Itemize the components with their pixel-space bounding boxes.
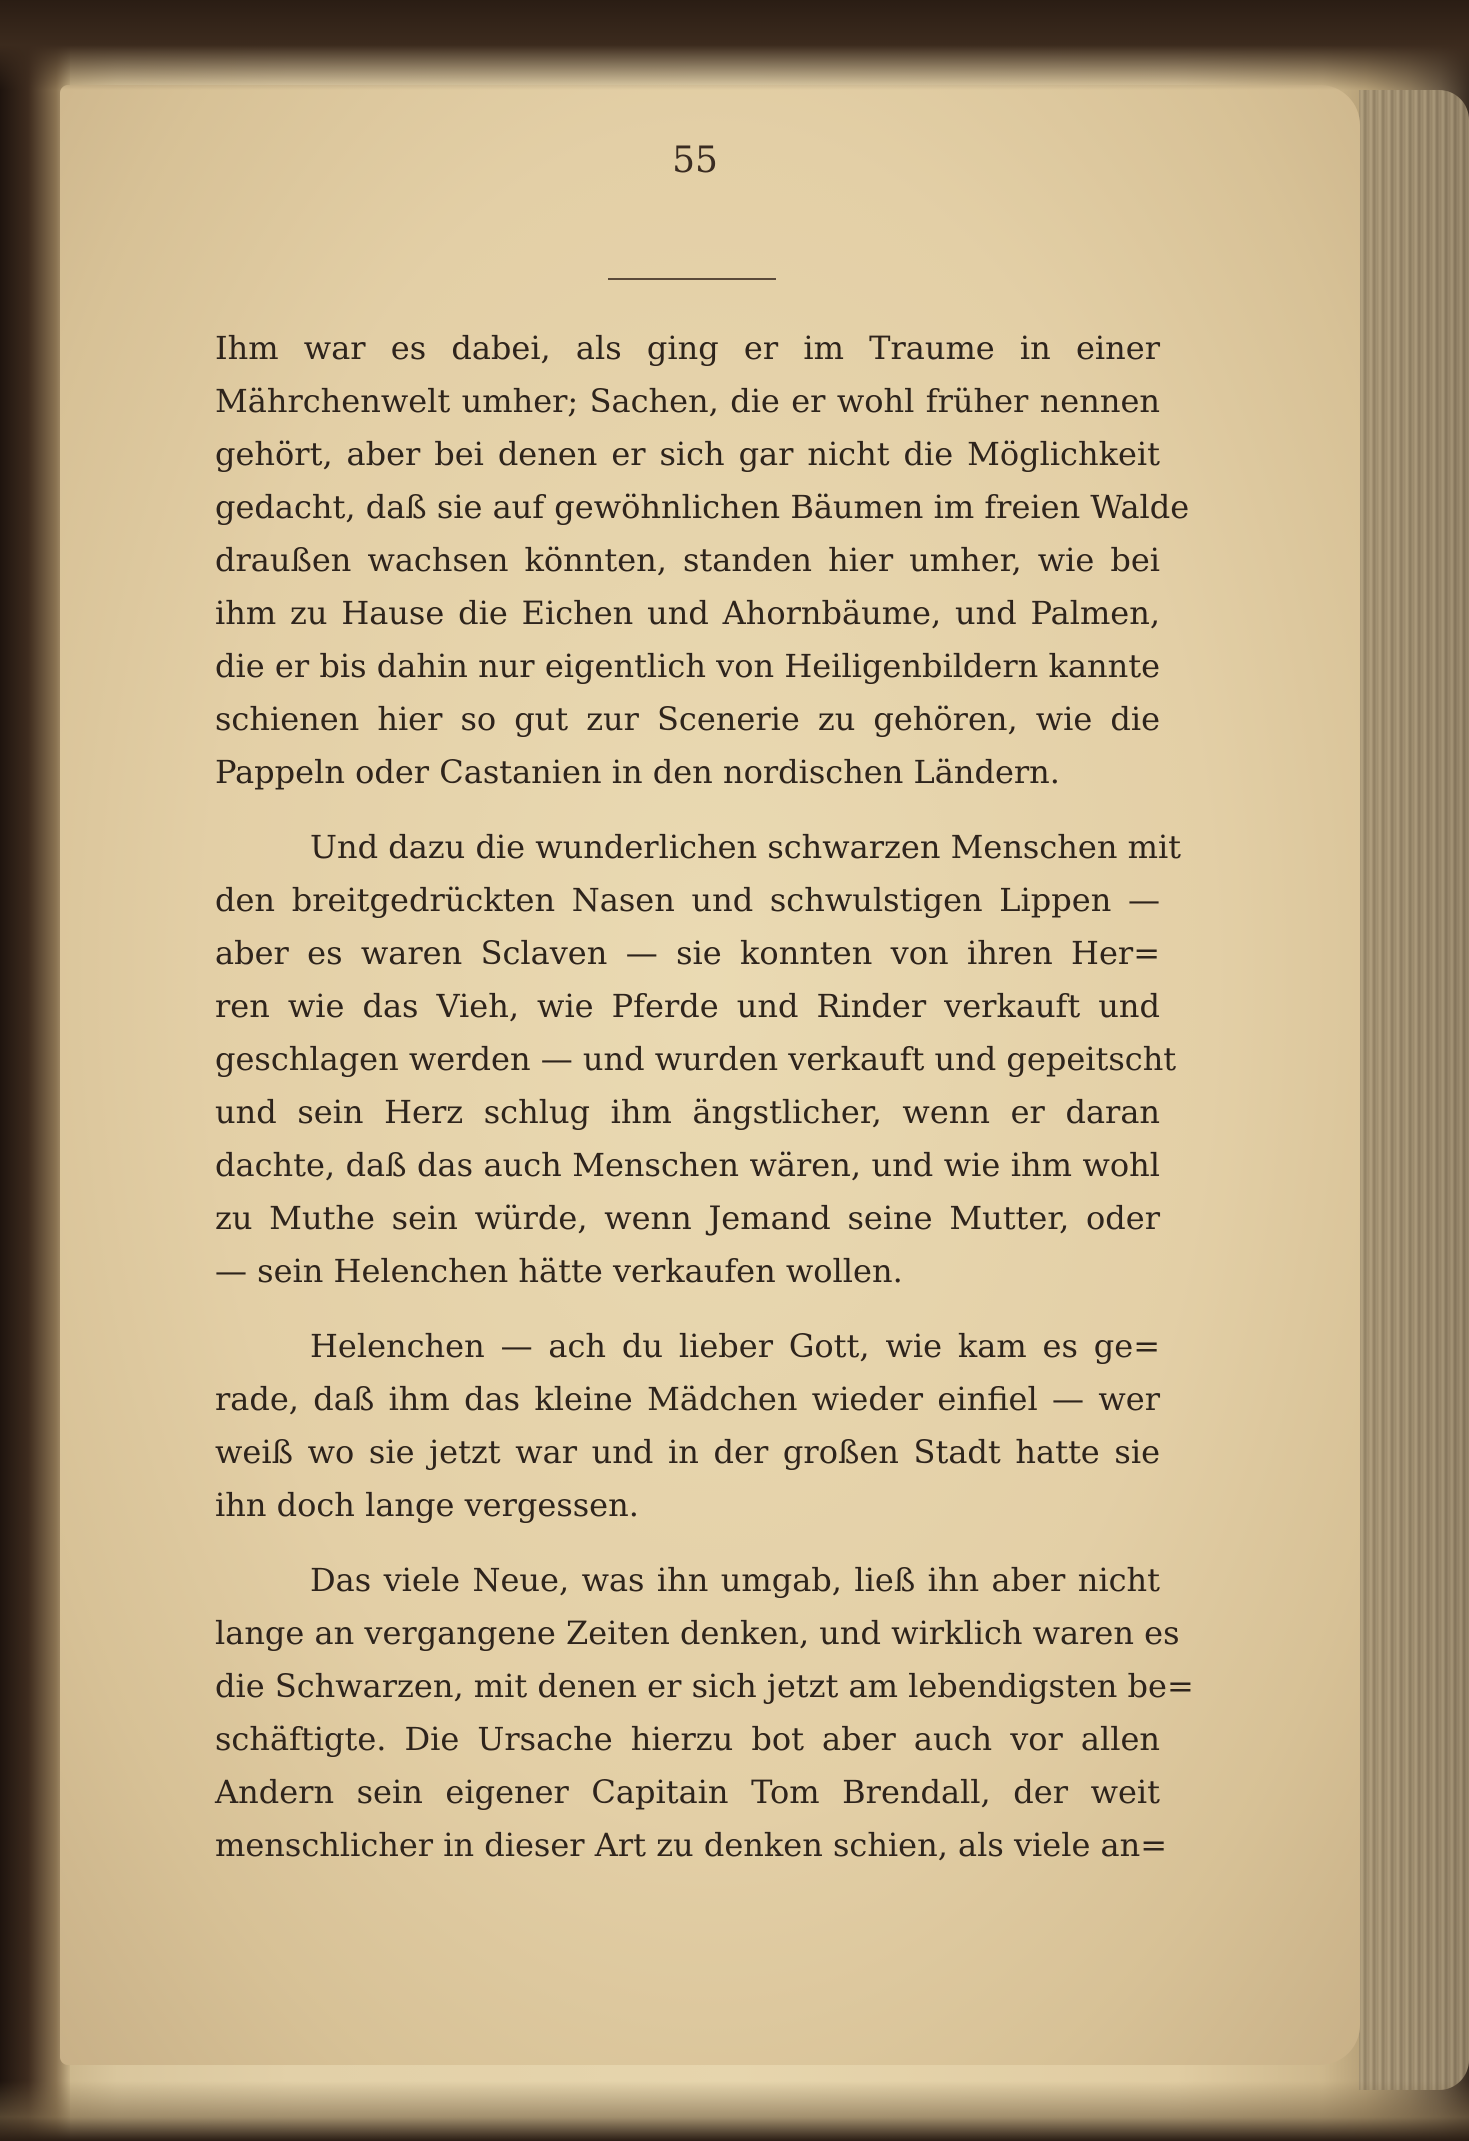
text-line: gehört, aber bei denen er sich gar nicht die Möglichkeit — [215, 435, 1160, 473]
body-text — [215, 322, 1194, 1872]
text-line: Und dazu die wunderlichen schwarzen Menschen mit — [310, 828, 1182, 866]
text-line: die er bis dahin nur eigentlich von Heiligenbildern kannte — [215, 647, 1160, 685]
text-line: Das viele Neue, was ihn umgab, ließ ihn aber nicht — [310, 1561, 1160, 1599]
text-line: lange an vergangene Zeiten denken, und wirklich waren es — [215, 1614, 1180, 1652]
text-line: zu Muthe sein würde, wenn Jemand seine Mutter, oder — [215, 1199, 1160, 1237]
text-line: aber es waren Sclaven — sie konnten von ihren Her= — [215, 934, 1160, 972]
text-line: weiß wo sie jetzt war und in der großen Stadt hatte sie — [215, 1433, 1160, 1471]
paragraph-2 — [215, 821, 1182, 1298]
top-cover-shadow — [0, 0, 1469, 90]
text-line: den breitgedrückten Nasen und schwulstigen Lippen — — [215, 881, 1160, 919]
text-line: Andern sein eigener Capitain Tom Brendall, der weit — [215, 1773, 1160, 1811]
text-line: schienen hier so gut zur Scenerie zu gehören, wie die — [215, 700, 1160, 738]
text-line: draußen wachsen könnten, standen hier umher, wie bei — [215, 541, 1160, 579]
text-line: ihm zu Hause die Eichen und Ahornbäume, und Palmen, — [215, 594, 1160, 632]
text-line: — sein Helenchen hätte verkaufen wollen. — [215, 1252, 903, 1290]
text-line: und sein Herz schlug ihm ängstlicher, wenn er daran — [215, 1093, 1160, 1131]
text-line: die Schwarzen, mit denen er sich jetzt am lebendigsten be= — [215, 1667, 1194, 1705]
text-line: geschlagen werden — und wurden verkauft und gepeitscht — [215, 1040, 1177, 1078]
paragraph-1 — [215, 322, 1190, 799]
text-line: ren wie das Vieh, wie Pferde und Rinder verkauft und — [215, 987, 1160, 1025]
text-line: Mährchenwelt umher; Sachen, die er wohl früher nennen — [215, 382, 1160, 420]
header-rule — [608, 278, 776, 280]
text-line: schäftigte. Die Ursache hierzu bot aber auch vor allen — [215, 1720, 1160, 1758]
text-line: Pappeln oder Castanien in den nordischen Ländern. — [215, 753, 1060, 791]
text-line: menschlicher in dieser Art zu denken schien, als viele an= — [215, 1826, 1168, 1864]
page-number: 55 — [672, 140, 718, 181]
text-line: rade, daß ihm das kleine Mädchen wieder einfiel — wer — [215, 1380, 1160, 1418]
text-line: gedacht, daß sie auf gewöhnlichen Bäumen im freien Walde — [215, 488, 1190, 526]
bottom-cover-shadow — [0, 2081, 1469, 2141]
paragraph-3 — [215, 1320, 1160, 1532]
text-line: dachte, daß das auch Menschen wären, und wie ihm wohl — [215, 1146, 1160, 1184]
page-stack-edge — [1359, 90, 1469, 2090]
text-line: Ihm war es dabei, als ging er im Traume in einer — [215, 329, 1160, 367]
text-line: Helenchen — ach du lieber Gott, wie kam es ge= — [310, 1327, 1160, 1365]
text-line: ihn doch lange vergessen. — [215, 1486, 639, 1524]
paragraph-4 — [215, 1554, 1194, 1872]
